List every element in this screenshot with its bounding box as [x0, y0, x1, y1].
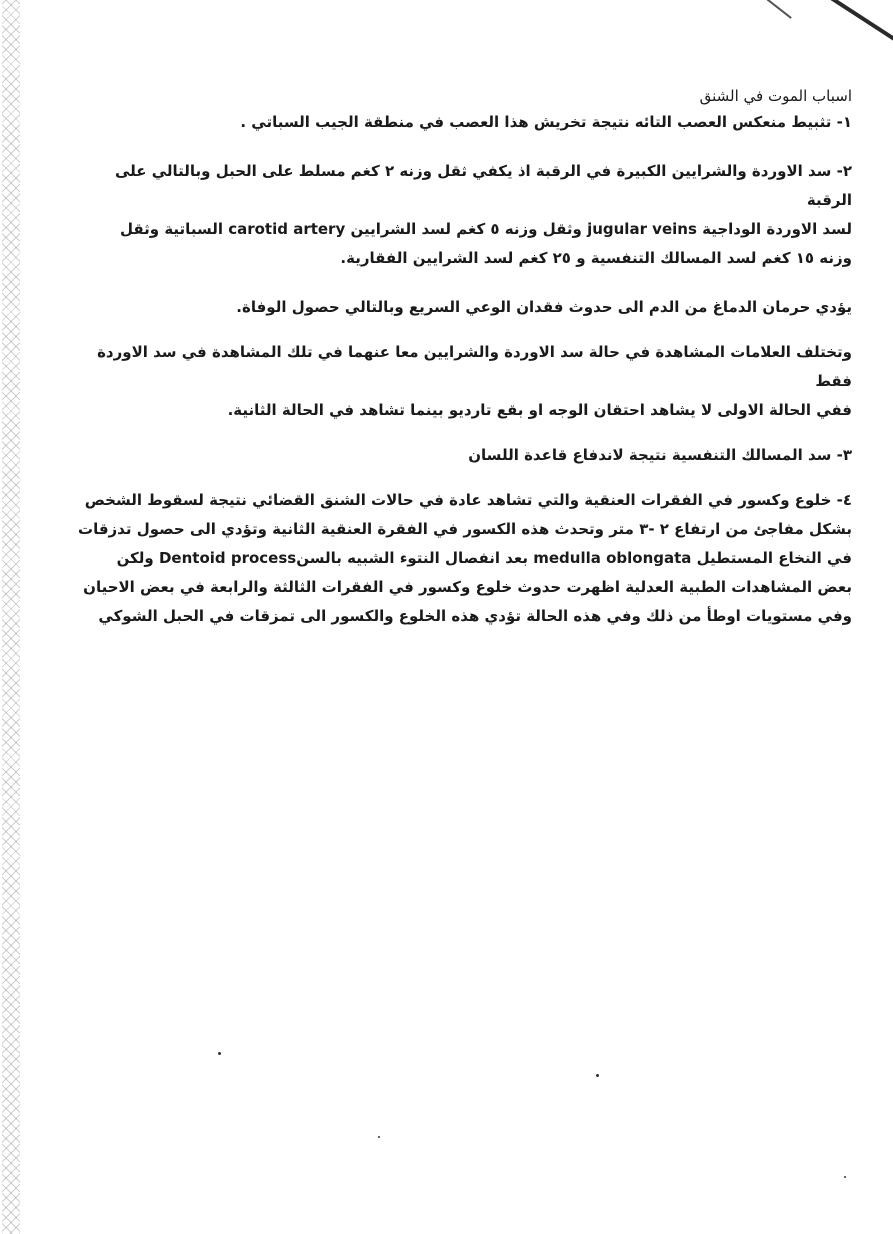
page-edge-pattern [2, 0, 20, 1234]
paragraph-1 [70, 108, 852, 137]
paragraph-line: ففي الحالة الاولى لا يشاهد احتقان الوجه او بقع تارديو بينما تشاهد في الحالة الثانية. [227, 401, 852, 419]
scan-speck [844, 1176, 846, 1178]
corner-pen-stroke [761, 0, 893, 48]
paragraph-line: في النخاع المستطيل medulla oblongata بعد انفصال النتوء الشبيه بالسنDentoid process ولكن [116, 549, 852, 567]
paragraph-line: ٤- خلوع وكسور في الفقرات العنقية والتي تشاهد عادة في حالات الشنق القضائي نتيجة لسقوط الشخص [84, 491, 852, 509]
paragraph-6 [70, 486, 852, 631]
scan-speck [218, 1052, 221, 1055]
paragraph-line: لسد الاوردة الوداجية jugular veins وثقل وزنه ٥ كغم لسد الشرايين carotid artery السباتية وثقل [119, 220, 852, 238]
scan-speck [378, 1136, 380, 1138]
paragraph-line: وتختلف العلامات المشاهدة في حالة سد الاوردة والشرايين معا عنهما في تلك المشاهدة في سد الاوردة فقط [97, 343, 852, 390]
document-body [70, 86, 852, 631]
paragraph-line: بشكل مفاجئ من ارتفاع ٢ -٣ متر وتحدث هذه الكسور في الفقرة العنقية الثانية وتؤدي الى حصول تدزقات [78, 520, 852, 538]
paragraph-line: ٣- سد المسالك التنفسية نتيجة لاندفاع قاعدة اللسان [468, 446, 852, 464]
paragraph-4 [70, 338, 852, 425]
corner-pen-mark [762, 0, 792, 19]
paragraph-line: ١- تثبيط منعكس العصب التائه نتيجة تخريش هذا العصب في منطقة الجيب السباتي . [240, 113, 852, 131]
paragraph-line: يؤدي حرمان الدماغ من الدم الى حدوث فقدان الوعي السريع وبالتالي حصول الوفاة. [236, 298, 852, 316]
paragraph-line: وفي مستويات اوطأ من ذلك وفي هذه الحالة تؤدي هذه الخلوع والكسور الى تمزقات في الحبل الشوكي [98, 607, 852, 625]
paragraph-2 [70, 157, 852, 273]
paragraph-line: ٢- سد الاوردة والشرايين الكبيرة في الرقبة اذ يكفي ثقل وزنه ٢ كغم مسلط على الحبل وبالتالي على الرقبة [114, 162, 852, 209]
paragraph-5 [70, 441, 852, 470]
scan-speck [596, 1074, 599, 1077]
paragraph-line: وزنه ١٥ كغم لسد المسالك التنفسية و ٢٥ كغم لسد الشرايين الفقارية. [340, 249, 852, 267]
paragraph-3 [70, 293, 852, 322]
paragraph-line: بعض المشاهدات الطبية العدلية اظهرت حدوث خلوع وكسور في الفقرات الثالثة والرابعة في بعض الاحيان [83, 578, 852, 596]
document-heading: اسباب الموت في الشنق [699, 87, 852, 105]
